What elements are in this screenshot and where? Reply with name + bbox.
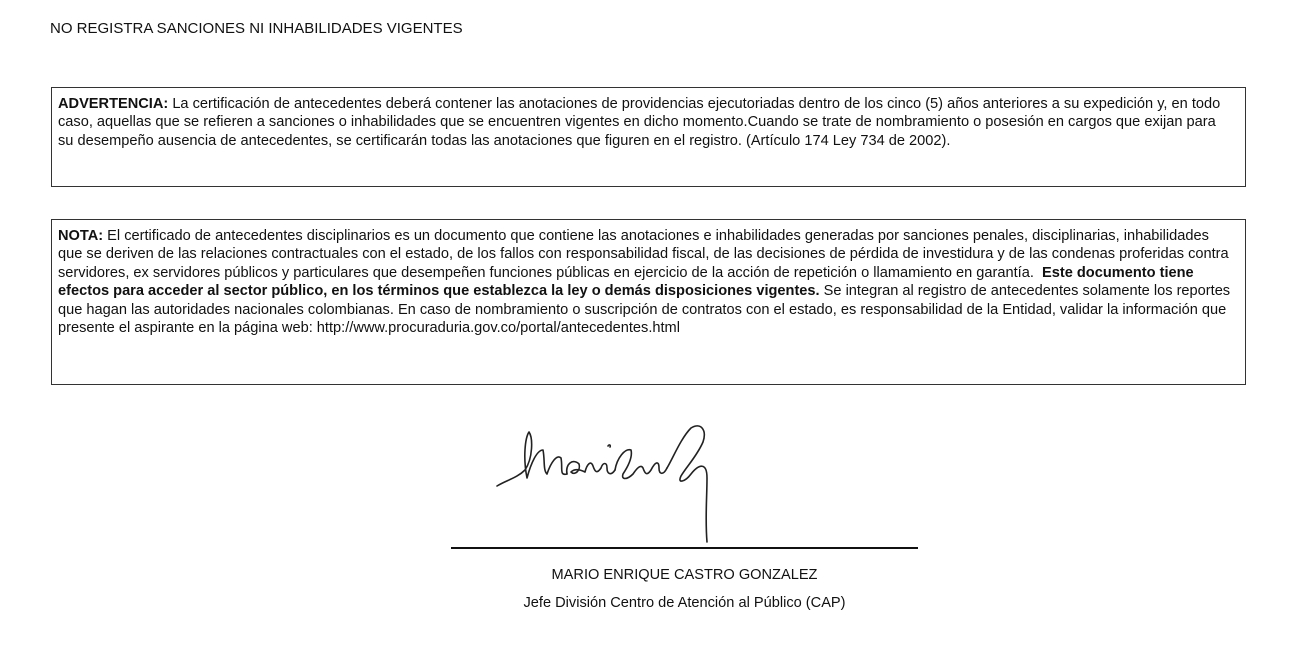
signer-title: Jefe División Centro de Atención al Público (CAP) (523, 595, 846, 611)
warning-label: ADVERTENCIA: (58, 96, 169, 112)
signature-line (451, 547, 918, 549)
note-bold-text: Este documento tiene efectos para acceder al sector público, en los términos que establezca la ley o demás disposiciones vigentes. (58, 264, 1194, 300)
note-box (51, 219, 1246, 385)
warning-box (51, 87, 1246, 187)
note-label: NOTA: (58, 228, 104, 244)
warning-text: La certificación de antecedentes deberá contener las anotaciones de providencias ejecutoriadas dentro de los cinco (5) años anteriores a su expedición y, en todo caso, aquellas que se refieren a sanciones o inhabilidades que se encuentren vigentes en dicho momento.Cuando se trate de nombramiento o posesión en cargos que exijan para su desempeño ausencia de antecedentes, se certificarán todas las anotaciones que figuren en el registro. (Artículo 174 Ley 734 de 2002). (58, 96, 1221, 149)
warning-paragraph (58, 95, 1235, 150)
signer-name: MARIO ENRIQUE CASTRO GONZALEZ (551, 567, 818, 583)
status-line: NO REGISTRA SANCIONES NI INHABILIDADES VIGENTES (50, 20, 463, 37)
signature-image (495, 418, 725, 548)
note-text-2: Se integran al registro de antecedentes solamente los reportes que hagan las autoridades nacionales colombianas. En caso de nombramiento o suscripción de contratos con el estado, es responsabilidad de la Entidad, validar la información que presente el aspirante en la página web: http://www.procuraduria.gov.co/portal/antecedentes.html (58, 283, 1231, 337)
note-text-1: El certificado de antecedentes disciplinarios es un documento que contiene las anotaciones e inhabilidades generadas por sanciones penales, disciplinarias, inhabilidades que se deriven de las relaciones contractuales con el estado, de los fallos con responsabilidad fiscal, de las decisiones de pérdida de investidura y de las condenas proferidas contra servidores, ex servidores públicos y particulares que desempeñen funciones públicas en ejercicio de la acción de repetición o llamamiento en garantía. (58, 228, 1233, 281)
note-paragraph (58, 227, 1235, 337)
